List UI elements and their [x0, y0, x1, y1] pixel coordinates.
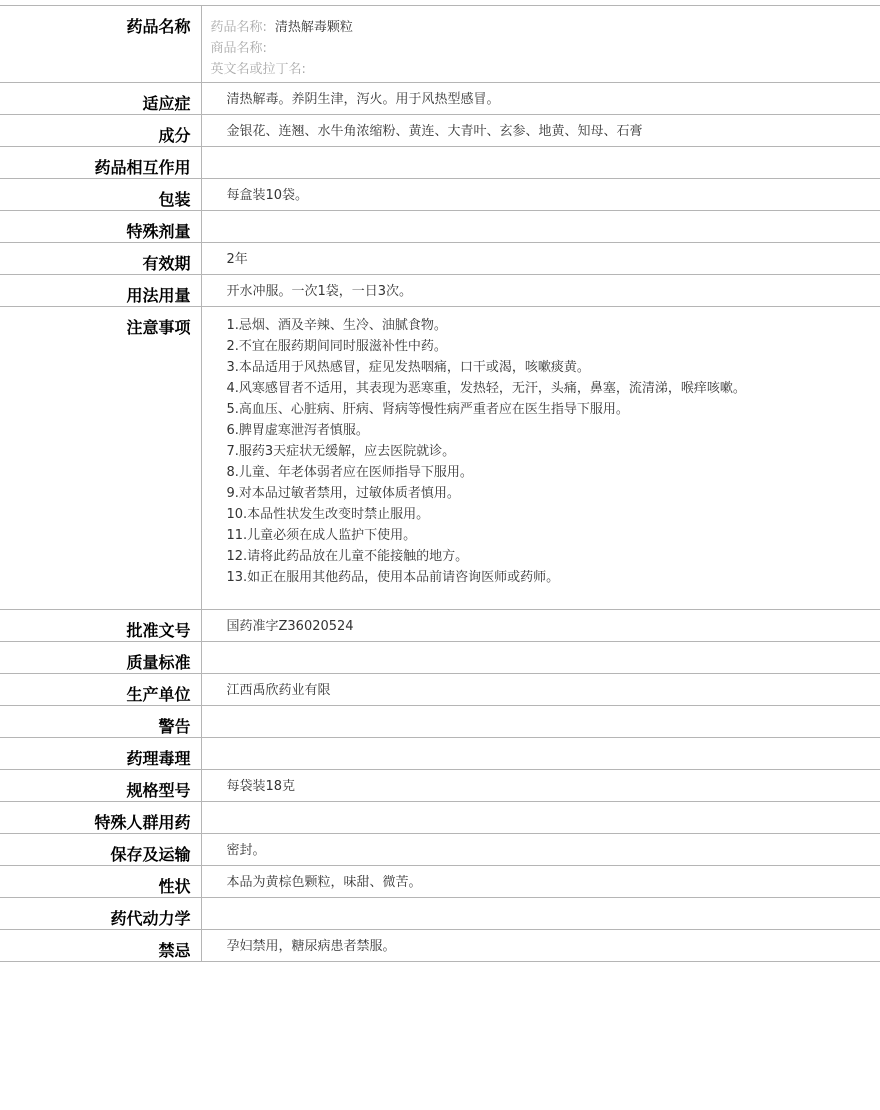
- generic-name-value: 清热解毒颗粒: [274, 20, 353, 35]
- precaution-item: 9.对本品过敏者禁用，过敏体质者慎用。: [226, 486, 460, 501]
- precaution-item: 13.如正在服用其他药品，使用本品前请咨询医师或药师。: [226, 570, 560, 585]
- row-value: 江西禹欣药业有限: [226, 683, 331, 698]
- generic-name-line: [211, 17, 871, 38]
- row-label: 有效期: [0, 243, 201, 275]
- row-contraindications: [0, 930, 880, 962]
- row-pharmacokinetics: [0, 898, 880, 930]
- row-storage-transport: [0, 834, 880, 866]
- row-label: 特殊剂量: [0, 211, 201, 243]
- row-label: 药代动力学: [0, 898, 201, 930]
- row-label: 适应症: [0, 83, 201, 115]
- precaution-item: 12.请将此药品放在儿童不能接触的地方。: [226, 549, 469, 564]
- row-label: 生产单位: [0, 674, 201, 706]
- row-label: 保存及运输: [0, 834, 201, 866]
- row-specification: [0, 770, 880, 802]
- trade-name-line: [211, 38, 871, 59]
- row-label: 批准文号: [0, 610, 201, 642]
- row-value: 本品为黄棕色颗粒，味甜、微苦。: [226, 875, 422, 890]
- row-value: 每袋装18克: [226, 779, 296, 794]
- row-value: 2年: [226, 252, 248, 267]
- row-package: [0, 179, 880, 211]
- row-value: [201, 898, 880, 930]
- row-value: [201, 211, 880, 243]
- row-label: 药品相互作用: [0, 147, 201, 179]
- row-label: 成分: [0, 115, 201, 147]
- precaution-item: 10.本品性状发生改变时禁止服用。: [226, 507, 430, 522]
- row-warning: [0, 706, 880, 738]
- row-label: 规格型号: [0, 770, 201, 802]
- precaution-item: 5.高血压、心脏病、肝病、肾病等慢性病严重者应在医生指导下服用。: [226, 402, 629, 417]
- precautions-list: [227, 315, 871, 588]
- row-usage-dosage: [0, 275, 880, 307]
- row-special-populations: [0, 802, 880, 834]
- precaution-item: 3.本品适用于风热感冒，症见发热咽痛，口干或渴，咳嗽痰黄。: [226, 360, 590, 375]
- row-precautions: [0, 307, 880, 610]
- row-label: 性状: [0, 866, 201, 898]
- precaution-item: 6.脾胃虚寒泄泻者慎服。: [226, 423, 369, 438]
- row-value: 孕妇禁用，糖尿病患者禁服。: [226, 939, 396, 954]
- english-name-key: 英文名或拉丁名:: [210, 62, 306, 77]
- row-label: 药品名称: [0, 6, 201, 83]
- row-label: 包装: [0, 179, 201, 211]
- row-label: 特殊人群用药: [0, 802, 201, 834]
- precaution-item: 7.服药3天症状无缓解，应去医院就诊。: [226, 444, 456, 459]
- row-value: [201, 642, 880, 674]
- row-drug-interactions: [0, 147, 880, 179]
- row-manufacturer: [0, 674, 880, 706]
- row-value: 开水冲服。一次1袋，一日3次。: [226, 284, 413, 299]
- row-value: [201, 147, 880, 179]
- row-quality-standard: [0, 642, 880, 674]
- drug-spec-table: [0, 5, 880, 962]
- trade-name-key: 商品名称:: [210, 41, 267, 56]
- english-name-line: [211, 59, 871, 80]
- row-approval-number: [0, 610, 880, 642]
- precaution-item: 11.儿童必须在成人监护下使用。: [226, 528, 417, 543]
- drug-name-cell: [201, 6, 880, 83]
- precaution-item: 4.风寒感冒者不适用，其表现为恶寒重，发热轻，无汗，头痛，鼻塞，流清涕，喉痒咳嗽。: [226, 381, 746, 396]
- row-shelf-life: [0, 243, 880, 275]
- row-drug-name: [0, 6, 880, 83]
- row-indications: [0, 83, 880, 115]
- row-value: [201, 802, 880, 834]
- precaution-item: 1.忌烟、酒及辛辣、生冷、油腻食物。: [226, 318, 447, 333]
- precaution-item: 2.不宜在服药期间同时服滋补性中药。: [226, 339, 447, 354]
- row-special-dosage: [0, 211, 880, 243]
- row-ingredients: [0, 115, 880, 147]
- row-label: 禁忌: [0, 930, 201, 962]
- precaution-item: 8.儿童、年老体弱者应在医师指导下服用。: [226, 465, 473, 480]
- row-value: [201, 706, 880, 738]
- row-label: 药理毒理: [0, 738, 201, 770]
- row-value: 国药准字Z36020524: [226, 619, 354, 634]
- generic-name-key: 药品名称:: [210, 20, 267, 35]
- precautions-cell: [201, 307, 880, 610]
- row-value: 清热解毒。养阴生津，泻火。用于风热型感冒。: [226, 92, 500, 107]
- row-value: [201, 738, 880, 770]
- row-value: 每盒装10袋。: [226, 188, 309, 203]
- row-label: 注意事项: [0, 307, 201, 610]
- row-label: 质量标准: [0, 642, 201, 674]
- row-label: 警告: [0, 706, 201, 738]
- row-value: 金银花、连翘、水牛角浓缩粉、黄连、大青叶、玄参、地黄、知母、石膏: [226, 124, 643, 139]
- row-description: [0, 866, 880, 898]
- row-pharmacology-toxicology: [0, 738, 880, 770]
- row-value: 密封。: [226, 843, 266, 858]
- row-label: 用法用量: [0, 275, 201, 307]
